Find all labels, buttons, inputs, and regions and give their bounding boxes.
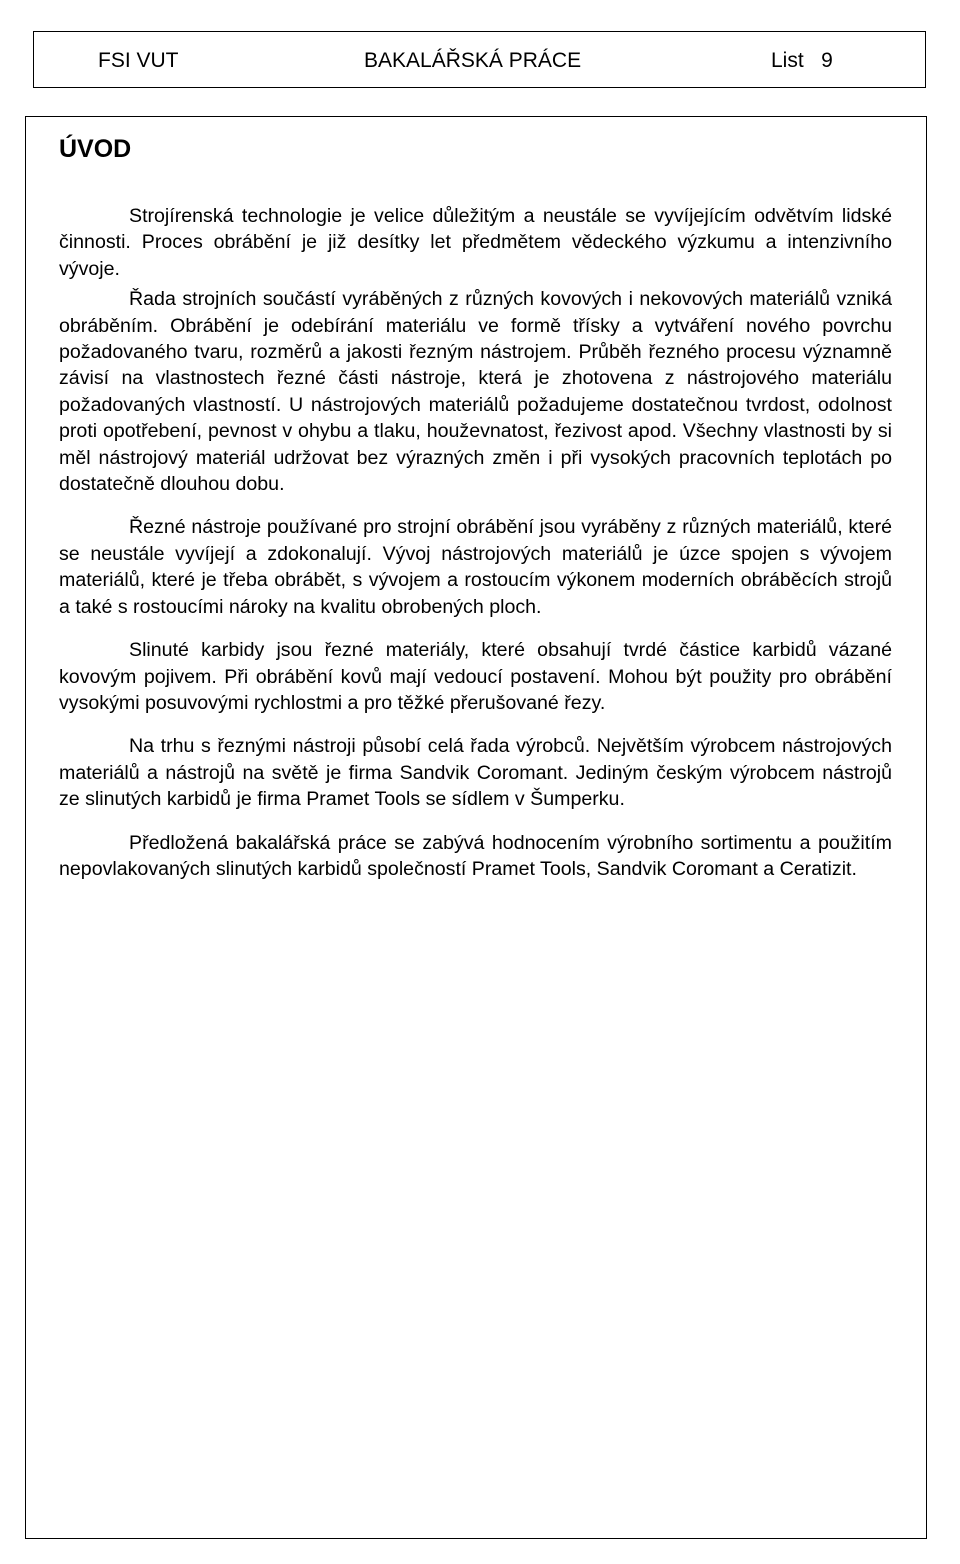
paragraph-5: Na trhu s řeznými nástroji působí celá řada výrobců. Největším výrobcem nástrojových materiálů a nástrojů na světě je firma Sandvik Coromant. Jediným českým výrobcem nástrojů ze slinutých karbidů je firma Pramet Tools se sídlem v Šumperku. [59, 735, 892, 811]
header-document-type: BAKALÁŘSKÁ PRÁCE [364, 49, 582, 72]
paragraph-2: Řada strojních součástí vyráběných z různých kovových i nekovových materiálů vzniká obráběním. Obrábění je odebírání materiálu ve formě třísky a vytváření nového povrchu požadovaného tvaru, rozměrů a jakosti řezným nástrojem. Průběh řezného procesu významně závisí na vlastnostech řezné části nástroje, která je zhotovena z nástrojového materiálu požadovaných vlastností. U nástrojových materiálů požadujeme dostatečnou tvrdost, odolnost proti opotřebení, pevnost v ohybu a tlaku, houževnatost, řezivost apod. Všechny vlastnosti by si měl nástrojový materiál udržovat bez výrazných změn i při vysokých pracovních teplotách po dostatečně dlouhou dobu. [59, 288, 892, 496]
section-title: ÚVOD [59, 135, 132, 163]
paragraph-6: Předložená bakalářská práce se zabývá hodnocením výrobního sortimentu a použitím nepovlakovaných slinutých karbidů společností Pramet Tools, Sandvik Coromant a Ceratizit. [59, 831, 892, 880]
paragraph-3: Řezné nástroje používané pro strojní obrábění jsou vyráběny z různých materiálů, které se neustále vyvíjejí a zdokonalují. Vývoj nástrojových materiálů je úzce spojen s vývojem materiálů, které je třeba obrábět, s vývojem a rostoucím výkonem moderních obráběcích strojů a také s rostoucími nároky na kvalitu obrobených ploch. [59, 516, 892, 618]
paragraph-1: Strojírenská technologie je velice důležitým a neustále se vyvíjejícím odvětvím lidské činnosti. Proces obrábění je již desítky let předmětem vědeckého výzkumu a intenzivního vývoje. [59, 205, 892, 280]
header-faculty: FSI VUT [98, 49, 179, 72]
page-header [33, 31, 926, 88]
page-content [25, 116, 927, 1539]
section-body [59, 203, 892, 899]
paragraph-4: Slinuté karbidy jsou řezné materiály, které obsahují tvrdé částice karbidů vázané kovovým pojivem. Při obrábění kovů mají vedoucí postavení. Mohou být použity pro obrábění vysokými posuvovými rychlostmi a pro těžké přerušované řezy. [59, 639, 892, 714]
header-page-number: List 9 [771, 49, 833, 72]
